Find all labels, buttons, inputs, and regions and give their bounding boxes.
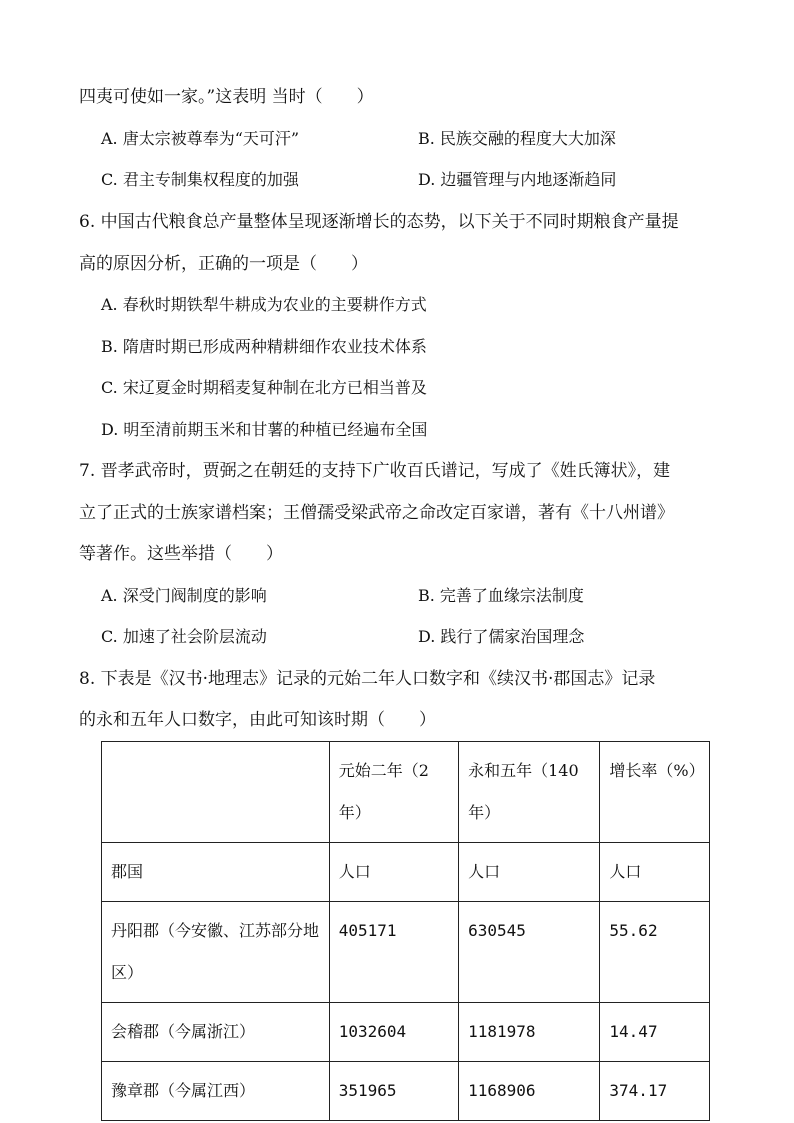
q5-option-c: C. 君主专制集权程度的加强 (101, 170, 299, 189)
table-cell-pop-140: 1181978 (459, 1003, 600, 1062)
table-row (102, 1003, 710, 1062)
table-header-empty-cell (102, 742, 330, 843)
table-header-growth-rate: 增长率（%） (600, 742, 710, 843)
table-cell-commandery: 会稽郡（今属浙江） (102, 1003, 330, 1062)
q5-stem-tail: 四夷可使如一家。”这表明 当时（ ） (79, 87, 374, 107)
table-cell-pop-2: 405171 (329, 902, 458, 1003)
q6-stem-line-1: 6. 中国古代粮食总产量整体呈现逐渐增长的态势，以下关于不同时期粮食产量提 (79, 212, 679, 232)
q6-option-a: A. 春秋时期铁犁牛耕成为农业的主要耕作方式 (101, 295, 427, 314)
q8-stem-line-2: 的永和五年人口数字，由此可知该时期（ ） (79, 710, 436, 730)
table-cell-pop-140: 1168906 (459, 1062, 600, 1121)
q6-option-c: C. 宋辽夏金时期稻麦复种制在北方已相当普及 (101, 378, 427, 397)
table-cell-rate: 14.47 (600, 1003, 710, 1062)
table-header-year-140: 永和五年（140年） (459, 742, 600, 843)
table-cell-rate: 55.62 (600, 902, 710, 1003)
q7-stem-line-1: 7. 晋孝武帝时，贾弼之在朝廷的支持下广收百氏谱记，写成了《姓氏簿状》，建 (79, 461, 671, 481)
table-cell-pop-140: 630545 (459, 902, 600, 1003)
q7-option-d: D. 践行了儒家治国理念 (418, 627, 585, 646)
q5-option-d: D. 边疆管理与内地逐渐趋同 (418, 170, 617, 189)
table-header-year-2: 元始二年（2年） (329, 742, 458, 843)
table-row (102, 902, 710, 1003)
table-subheader-population-rate: 人口 (600, 843, 710, 902)
q5-option-b: B. 民族交融的程度大大加深 (418, 129, 616, 148)
q7-stem-line-2: 立了正式的士族家谱档案；王僧孺受梁武帝之命改定百家谱，著有《十八州谱》 (79, 503, 674, 523)
table-cell-rate: 374.17 (600, 1062, 710, 1121)
table-header-row (102, 742, 710, 843)
table-cell-pop-2: 1032604 (329, 1003, 458, 1062)
q7-option-a: A. 深受门阀制度的影响 (101, 586, 267, 605)
population-table (101, 741, 710, 1121)
q8-stem-line-1: 8. 下表是《汉书·地理志》记录的元始二年人口数字和《续汉书·郡国志》记录 (79, 669, 656, 689)
table-subheader-population-140: 人口 (459, 843, 600, 902)
q6-option-b: B. 隋唐时期已形成两种精耕细作农业技术体系 (101, 337, 427, 356)
table-subheader-row (102, 843, 710, 902)
q7-option-c: C. 加速了社会阶层流动 (101, 627, 267, 646)
table-subheader-population-2: 人口 (329, 843, 458, 902)
q7-option-b: B. 完善了血缘宗法制度 (418, 586, 584, 605)
table-row (102, 1062, 710, 1121)
q6-stem-line-2: 高的原因分析，正确的一项是（ ） (79, 254, 368, 274)
q6-option-d: D. 明至清前期玉米和甘薯的种植已经遍布全国 (101, 420, 428, 439)
table-cell-commandery: 豫章郡（今属江西） (102, 1062, 330, 1121)
q5-option-a: A. 唐太宗被尊奉为“天可汗” (101, 129, 300, 148)
table-subheader-commandery: 郡国 (102, 843, 330, 902)
q7-stem-line-3: 等著作。这些举措（ ） (79, 544, 283, 564)
table-cell-pop-2: 351965 (329, 1062, 458, 1121)
table-cell-commandery: 丹阳郡（今安徽、江苏部分地区） (102, 902, 330, 1003)
